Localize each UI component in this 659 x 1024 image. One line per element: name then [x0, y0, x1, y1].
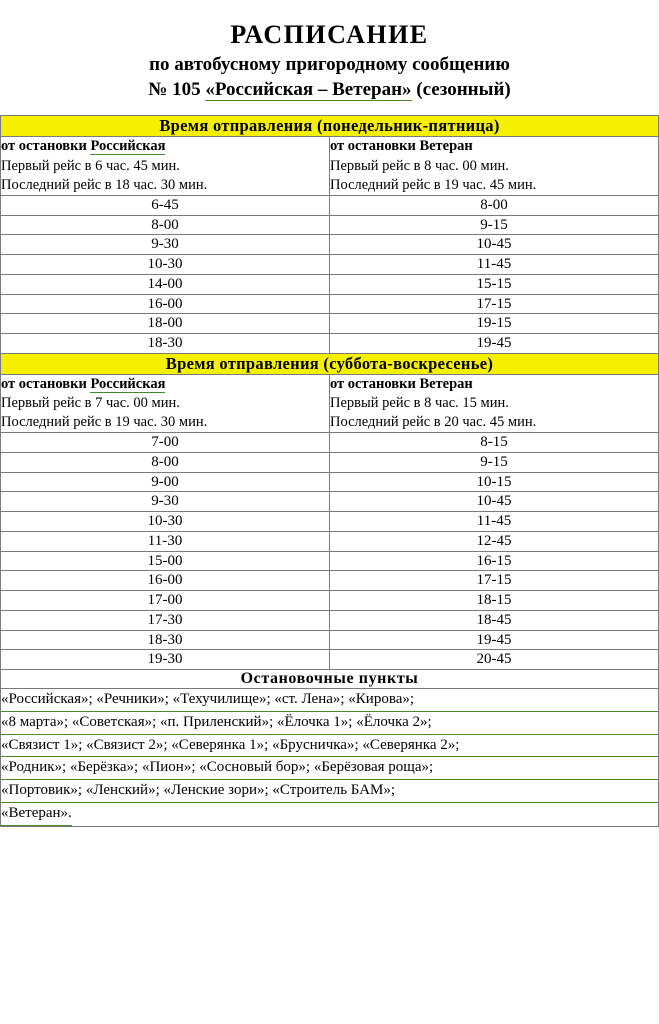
- weekday-left-stop-prefix: от остановки: [1, 138, 91, 155]
- weekend-left-stop-name: Российская: [90, 375, 166, 392]
- weekend-departure-right: 8-15: [330, 433, 659, 453]
- weekday-departure-right: 8-00: [330, 195, 659, 215]
- weekday-band-row: [1, 116, 659, 137]
- stop-item: «Ленские зори»;: [163, 782, 269, 799]
- weekend-departure-right: 10-45: [330, 492, 659, 512]
- weekday-departure-left: 18-30: [1, 334, 330, 354]
- weekday-departure-left: 9-30: [1, 235, 330, 255]
- weekday-left-stop-name: Российская: [90, 138, 166, 155]
- weekday-right-header: [330, 137, 659, 195]
- stop-item: «Связист 2»;: [86, 736, 168, 753]
- table-row: [1, 334, 659, 354]
- stop-item: «Северянка 2»;: [362, 736, 460, 753]
- weekend-departure-left: 10-30: [1, 512, 330, 532]
- table-row: [1, 235, 659, 255]
- table-row: [1, 591, 659, 611]
- weekday-left-first-trip: Первый рейс в 6 час. 45 мин.: [1, 157, 180, 174]
- table-row: [1, 255, 659, 275]
- weekend-right-first-trip: Первый рейс в 8 час. 15 мин.: [330, 394, 509, 411]
- weekday-departure-left: 6-45: [1, 195, 330, 215]
- weekend-departure-right: 20-45: [330, 650, 659, 670]
- weekday-departure-left: 16-00: [1, 294, 330, 314]
- stop-item: «Пион»;: [141, 759, 196, 776]
- stop-item: «Северянка 1»;: [171, 736, 269, 753]
- weekend-departure-left: 17-30: [1, 610, 330, 630]
- stops-heading: Остановочные пункты: [1, 670, 659, 689]
- weekday-departure-right: 19-15: [330, 314, 659, 334]
- stops-line-last: «Ветеран».: [1, 803, 72, 826]
- stop-item: «Брусничка»;: [272, 736, 359, 753]
- stop-item: «Ёлочка 1»;: [277, 713, 353, 730]
- weekday-departure-right: 19-45: [330, 334, 659, 354]
- weekend-departure-right: 11-45: [330, 512, 659, 532]
- weekend-departure-right: 19-45: [330, 630, 659, 650]
- stop-item: «Сосновый бор»;: [199, 759, 311, 776]
- weekday-departure-left: 14-00: [1, 274, 330, 294]
- stop-item: «Портовик»;: [1, 782, 83, 799]
- weekday-right-first-trip: Первый рейс в 8 час. 00 мин.: [330, 157, 509, 174]
- stops-body-row: [1, 689, 659, 827]
- weekend-departure-right: 17-15: [330, 571, 659, 591]
- weekend-header-row: [1, 374, 659, 432]
- weekend-right-stop-prefix: от остановки: [330, 375, 420, 392]
- weekend-band-row: [1, 353, 659, 374]
- route-number: № 105: [148, 78, 206, 100]
- weekend-departure-left: 9-00: [1, 472, 330, 492]
- weekday-left-last-trip: Последний рейс в 18 час. 30 мин.: [1, 176, 208, 193]
- table-row: [1, 551, 659, 571]
- stop-item: «Советская»;: [71, 713, 157, 730]
- weekday-departure-left: 18-00: [1, 314, 330, 334]
- stop-item: «Кирова»;: [348, 691, 415, 708]
- stop-item: «Ленский»;: [85, 782, 160, 799]
- table-row: [1, 650, 659, 670]
- stop-item: «Российская»;: [1, 691, 93, 708]
- page-bottom-margin: [0, 1008, 659, 1024]
- weekday-departure-left: 8-00: [1, 215, 330, 235]
- stop-item: «Речники»;: [96, 691, 169, 708]
- weekend-departure-left: 11-30: [1, 531, 330, 551]
- weekend-departure-left: 9-30: [1, 492, 330, 512]
- table-row: [1, 433, 659, 453]
- weekday-departure-right: 15-15: [330, 274, 659, 294]
- table-row: [1, 492, 659, 512]
- stop-item: «Техучилище»;: [172, 691, 271, 708]
- table-row: [1, 452, 659, 472]
- weekend-right-last-trip: Последний рейс в 20 час. 45 мин.: [330, 414, 537, 431]
- stops-line: [1, 780, 658, 803]
- weekday-departure-right: 11-45: [330, 255, 659, 275]
- stops-line: [1, 757, 658, 780]
- table-row: [1, 512, 659, 532]
- route-name: «Российская – Ветеран»: [205, 78, 412, 100]
- table-row: [1, 274, 659, 294]
- table-row: [1, 314, 659, 334]
- weekend-left-stop-prefix: от остановки: [1, 375, 91, 392]
- weekend-departure-right: 9-15: [330, 452, 659, 472]
- weekend-departure-left: 8-00: [1, 452, 330, 472]
- table-row: [1, 195, 659, 215]
- weekend-departure-left: 7-00: [1, 433, 330, 453]
- table-row: [1, 630, 659, 650]
- stop-item: «Строитель БАМ»;: [272, 782, 396, 799]
- page-subtitle: по автобусному пригородному сообщению: [149, 53, 510, 75]
- table-row: [1, 610, 659, 630]
- stop-item: «Родник»;: [1, 759, 67, 776]
- stop-item: «п. Приленский»;: [160, 713, 274, 730]
- route-title: [0, 79, 659, 102]
- table-row: [1, 531, 659, 551]
- stop-item: «Связист 1»;: [1, 736, 83, 753]
- table-row: [1, 294, 659, 314]
- weekday-departure-right: 9-15: [330, 215, 659, 235]
- weekend-departure-right: 16-15: [330, 551, 659, 571]
- stops-line: [1, 735, 658, 758]
- weekend-departure-left: 16-00: [1, 571, 330, 591]
- weekend-right-stop-name: Ветеран: [419, 375, 473, 392]
- weekend-departure-right: 18-15: [330, 591, 659, 611]
- weekday-header-row: [1, 137, 659, 195]
- weekend-departure-right: 18-45: [330, 610, 659, 630]
- weekday-right-stop-name: Ветеран: [419, 138, 473, 155]
- weekday-departure-left: 10-30: [1, 255, 330, 275]
- stop-item: «Берёзка»;: [69, 759, 139, 776]
- stops-line: [1, 689, 658, 712]
- weekday-band: Время отправления (понедельник-пятница): [1, 116, 659, 137]
- stops-heading-row: [1, 670, 659, 689]
- table-row: [1, 472, 659, 492]
- weekday-departure-right: 17-15: [330, 294, 659, 314]
- table-row: [1, 215, 659, 235]
- stop-item: «Ёлочка 2»;: [356, 713, 432, 730]
- weekday-right-stop-prefix: от остановки: [330, 138, 420, 155]
- weekend-departure-left: 18-30: [1, 630, 330, 650]
- weekday-right-last-trip: Последний рейс в 19 час. 45 мин.: [330, 176, 537, 193]
- weekend-departure-left: 15-00: [1, 551, 330, 571]
- weekend-left-last-trip: Последний рейс в 19 час. 30 мин.: [1, 414, 208, 431]
- weekend-left-first-trip: Первый рейс в 7 час. 00 мин.: [1, 394, 180, 411]
- stop-item: «8 марта»;: [1, 713, 69, 730]
- stops-list: [1, 689, 659, 827]
- weekend-departure-left: 19-30: [1, 650, 330, 670]
- stops-line: [1, 712, 658, 735]
- route-season: (сезонный): [411, 78, 511, 100]
- title-block: [0, 0, 659, 101]
- weekend-departure-right: 12-45: [330, 531, 659, 551]
- page-title: РАСПИСАНИЕ: [230, 20, 429, 49]
- weekday-departure-right: 10-45: [330, 235, 659, 255]
- table-row: [1, 571, 659, 591]
- weekend-left-header: [1, 374, 330, 432]
- schedule-table: [0, 115, 659, 826]
- weekend-band: Время отправления (суббота-воскресенье): [1, 353, 659, 374]
- stop-item: «ст. Лена»;: [274, 691, 345, 708]
- weekend-departure-right: 10-15: [330, 472, 659, 492]
- stop-item: «Берёзовая роща»;: [313, 759, 434, 776]
- weekend-right-header: [330, 374, 659, 432]
- weekday-left-header: [1, 137, 330, 195]
- weekend-departure-left: 17-00: [1, 591, 330, 611]
